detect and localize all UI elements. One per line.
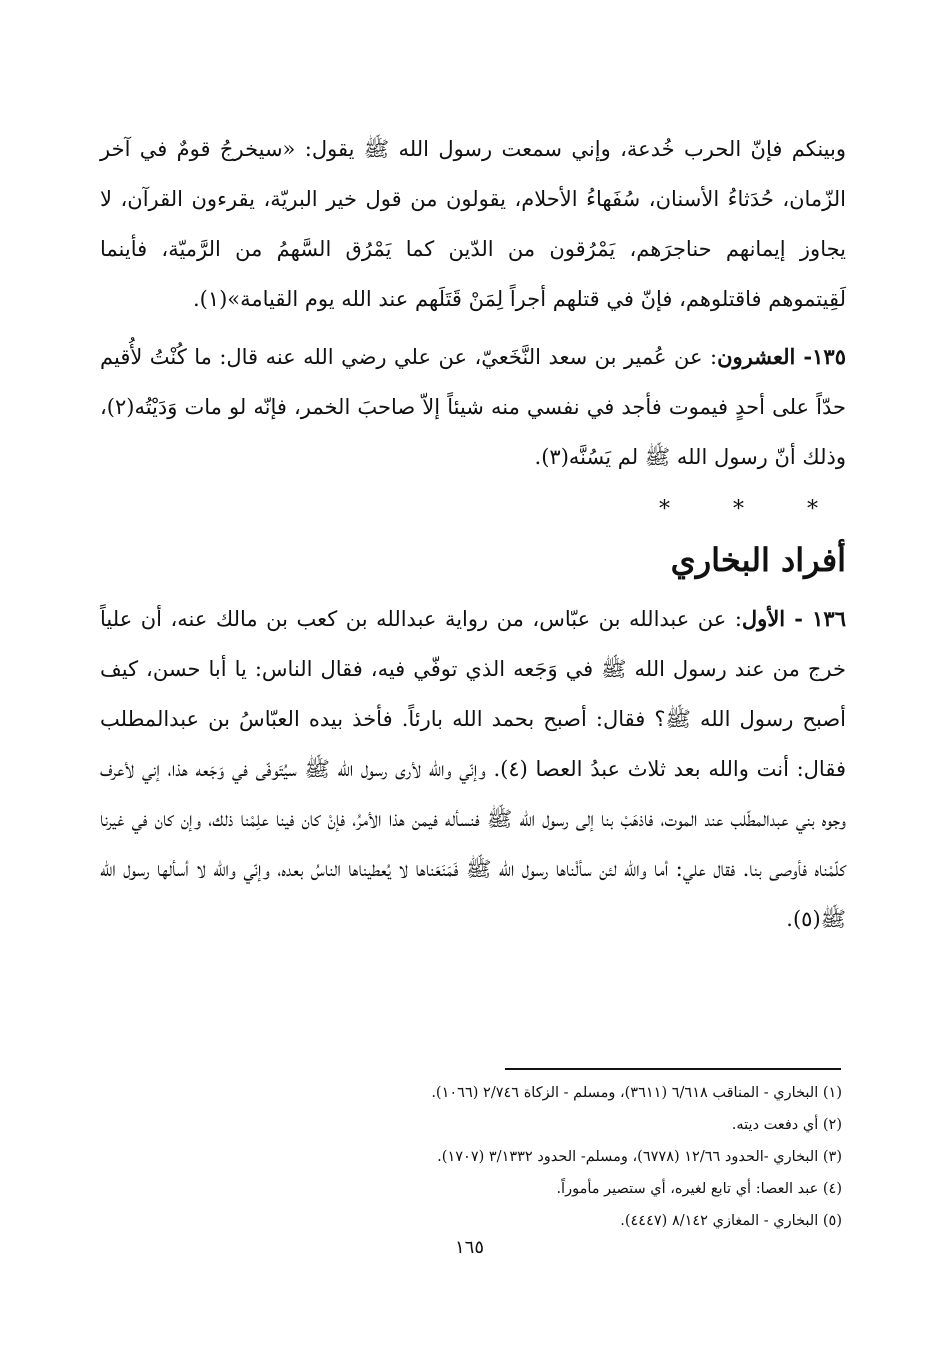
hadith-lead: العشرون bbox=[717, 344, 796, 369]
hadith-number: ١٣٥ bbox=[812, 344, 846, 369]
footnote-2: (٢) أي دفعت ديته. bbox=[731, 1117, 842, 1133]
footnote-1: (١) البخاري - المناقب ٦/٦١٨ (٣٦١١)، ومسلم - الزكاة ٢/٧٤٦ (١٠٦٦). bbox=[431, 1085, 842, 1101]
paragraph-text: وبينكم فإنّ الحرب خُدعة، وإني سمعت رسول الله ﷺ يقول: «سيخرجُ قومٌ في آخر الزّمان، حُدَثاءُ الأسنان، سُفَهاءُ الأحلام، يقولون من قول خير البريّة، يقرءون القرآن، لا يجاوز إيمانهم حناجرَهم، يَمْرُقون من الدّين كما يَمْرُق السَّهمُ من الرَّميّة، فأينما لَقِيتموهم فاقتلوهم، فإنّ في قتلهم أجراً لِمَنْ قَتَلَهم عند الله يوم القيامة»(١). bbox=[100, 137, 846, 311]
footnote-3: (٣) البخاري -الحدود ١٢/٦٦ (٦٧٧٨)، ومسلم- الحدود ٣/١٣٣٢ (١٧٠٧). bbox=[437, 1149, 842, 1165]
hadith-lead: الأول bbox=[741, 606, 786, 631]
section-title: أفراد البخاري bbox=[670, 541, 846, 579]
paragraph-136: ١٣٦ - الأول: عن عبدالله بن عبّاس، من رواية عبدالله بن كعب بن مالك عنه، أن علياً خرج من عند رسول الله ﷺ في وَجَعه الذي توفّي فيه، فقال الناس: يا أبا حسن، كيف أصبح رسول الله ﷺ؟ فقال: أصبح بحمد الله بارئاً. فأخذ بيده العبّاسُ بن عبدالمطلب فقال: أنت والله بعد ثلاث عبدُ العصا (٤). وإنّي والله لأرى رسول الله ﷺ سيُتَوفّى في وَجَعه هذا، إني لأعرف وجوه بني عبدالمطّلب عند الموت، فاذهَبْ بنا إلى رسول الله ﷺ فنسأله فيمن هذا الأمرُ، فإنْ كان فينا علِمْنا ذلك، وإن كان في غيرنا كلّمْناه فأوصى بنا. فقال علي: أما والله لئن سألْناها رسول الله ﷺ فَمَنَعَناها لا يُعطيناها الناسُ بعده، وإنّي والله لا أسألها رسول الله ﷺ(٥). bbox=[100, 606, 846, 931]
main-text bbox=[100, 124, 846, 952]
paragraph-text: : عن عبدالله بن عبّاس، من رواية عبدالله بن كعب بن مالك عنه، أن علياً خرج من عند رسول الله ﷺ في وَجَعه الذي توفّي فيه، فقال الناس: يا أبا حسن، كيف أصبح رسول الله ﷺ؟ فقال: أصبح بحمد الله بارئاً. فأخذ بيده العبّاسُ بن عبدالمطلب فقال: أنت والله بعد ثلاث عبدُ العصا (٤). وإنّي والله لأرى رسول الله ﷺ سيُتَوفّى في وَجَعه هذا، إني لأعرف وجوه بني عبدالمطّلب عند الموت، فاذهَبْ بنا إلى رسول الله ﷺ فنسأله فيمن هذا الأمرُ، فإنْ كان فينا علِمْنا ذلك، وإن كان في غيرنا كلّمْناه فأوصى بنا. فقال علي: أما والله لئن سألْناها رسول الله ﷺ فَمَنَعَناها لا يُعطيناها الناسُ بعده، وإنّي والله لا أسألها رسول الله ﷺ(٥). bbox=[100, 607, 846, 931]
paragraph-text: : عن عُمير بن سعد النَّخَعيّ، عن علي رضي الله عنه قال: ما كُنْتُ لأُقيم حدّاً على أحدٍ فيموت فأجد في نفسي منه شيئاً إلاّ صاحبَ الخمر، فإنّه لو مات وَدَيْتُه(٢)، وذلك أنّ رسول الله ﷺ لم يَسُنَّه(٣). bbox=[100, 345, 846, 469]
paragraph-continuation bbox=[100, 124, 846, 324]
footnote-5: (٥) البخاري - المغازي ٨/١٤٢ (٤٤٤٧). bbox=[620, 1213, 842, 1229]
page-number: ١٦٥ bbox=[454, 1237, 484, 1258]
paragraph-135: ١٣٥- العشرون: عن عُمير بن سعد النَّخَعيّ، عن علي رضي الله عنه قال: ما كُنْتُ لأُقيم حدّاً على أحدٍ فيموت فأجد في نفسي منه شيئاً إلاّ صاحبَ الخمر، فإنّه لو مات وَدَيْتُه(٢)، وذلك أنّ رسول الله ﷺ لم يَسُنَّه(٣). bbox=[100, 344, 846, 469]
footnote-4: (٤) عبد العصا: أي تابع لغيره، أي ستصير مأموراً. bbox=[556, 1181, 842, 1197]
footnotes bbox=[100, 1077, 842, 1237]
section-separator: * * * bbox=[659, 497, 846, 522]
hadith-number: ١٣٦ bbox=[812, 606, 846, 631]
footnote-divider bbox=[505, 1068, 841, 1070]
